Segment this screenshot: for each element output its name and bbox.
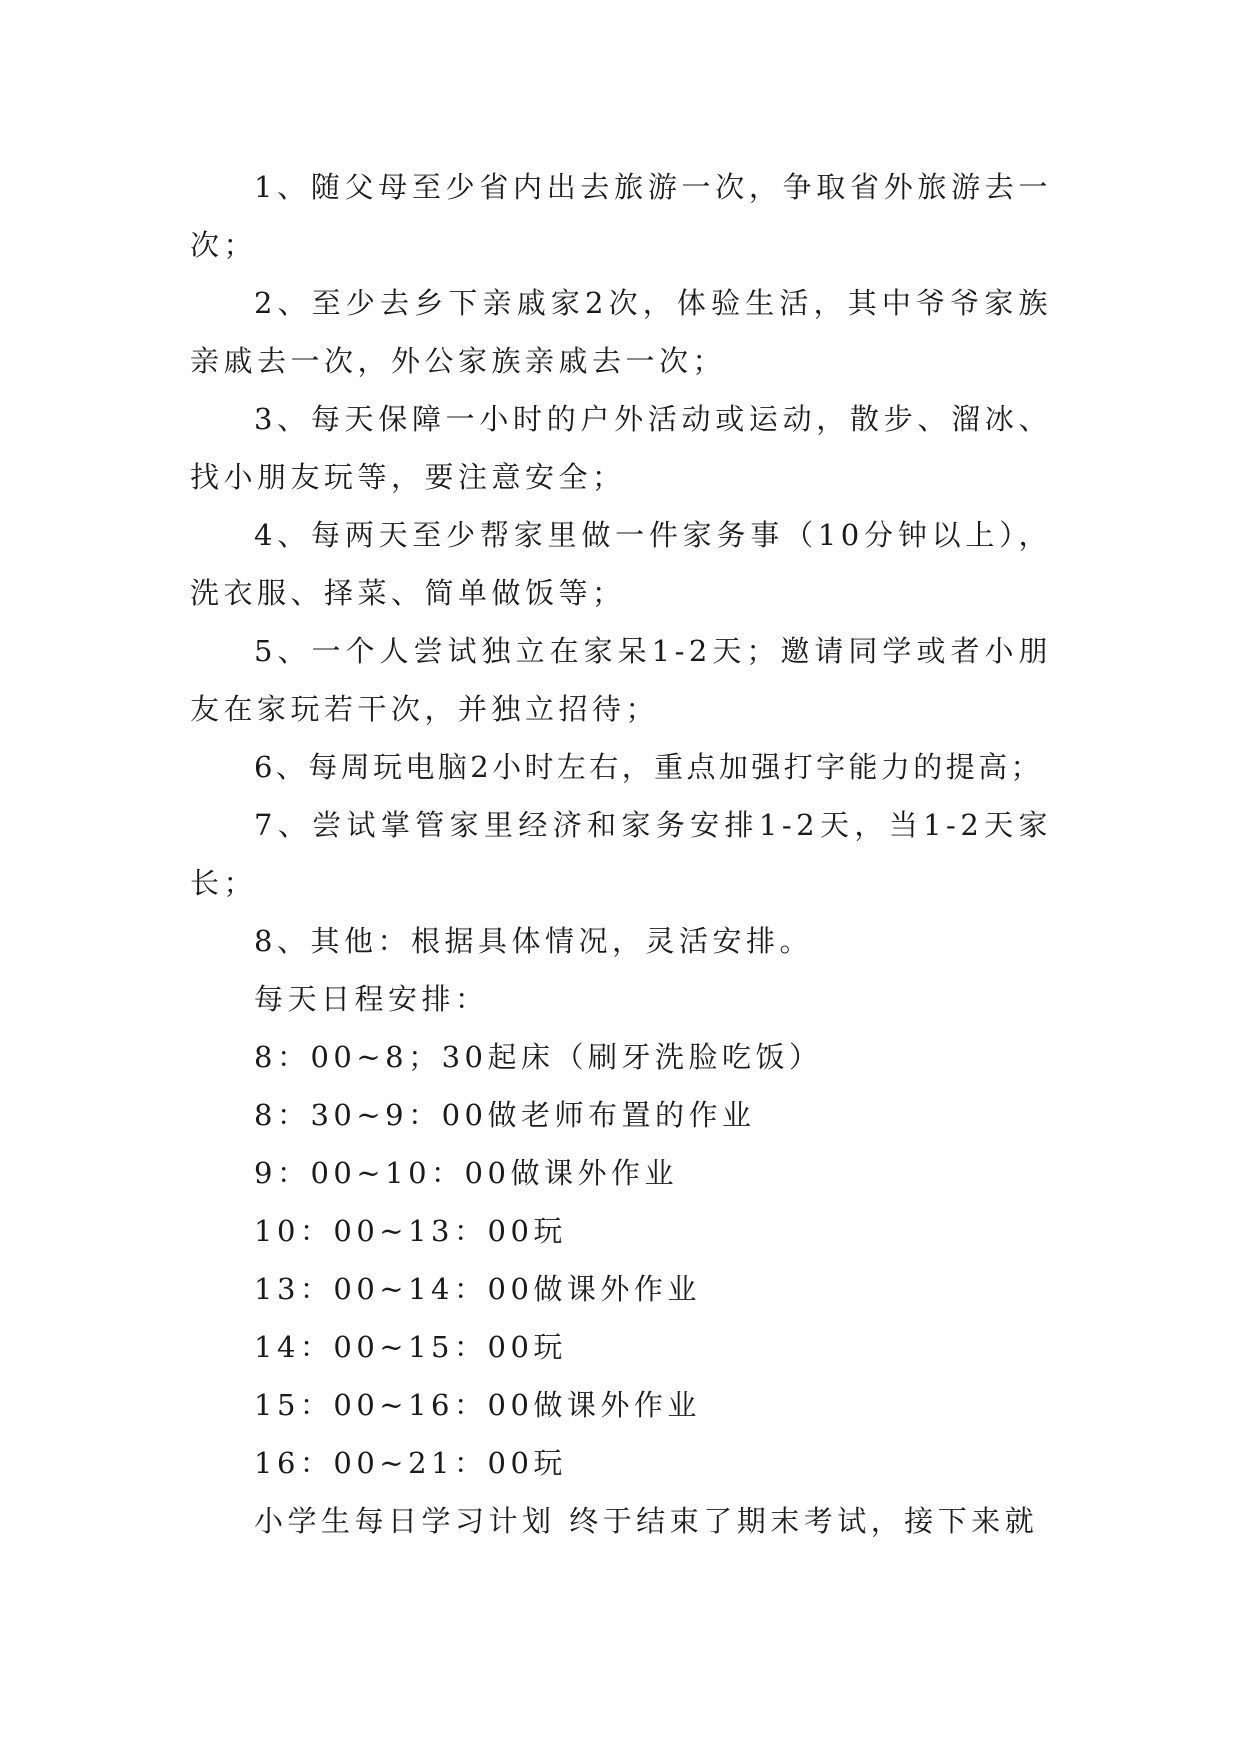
schedule-item: 14：00~15：00玩	[254, 1330, 567, 1364]
list-item-outdoor: 3、每天保障一小时的户外活动或运动，散步、溜冰、找小朋友玩等，要注意安全；	[190, 402, 1052, 494]
schedule-title: 每天日程安排：	[254, 982, 489, 1016]
list-item-housework: 4、每两天至少帮家里做一件家务事（10分钟以上），洗衣服、择菜、简单做饭等；	[190, 518, 1052, 610]
list-item-relatives: 2、至少去乡下亲戚家2次，体验生活，其中爷爷家族亲戚去一次，外公家族亲戚去一次；	[190, 286, 1052, 378]
schedule-item: 15：00~16：00做课外作业	[254, 1388, 701, 1422]
list-item-travel: 1、随父母至少省内出去旅游一次，争取省外旅游去一次；	[190, 170, 1052, 262]
closing-paragraph: 小学生每日学习计划 终于结束了期末考试，接下来就	[254, 1504, 1039, 1538]
list-item-other: 8、其他：根据具体情况，灵活安排。	[254, 924, 813, 958]
schedule-item: 16：00~21：00玩	[254, 1446, 567, 1480]
document-body	[190, 158, 1052, 1550]
schedule-item: 8：00~8；30起床（刷牙洗脸吃饭）	[254, 1040, 823, 1074]
schedule-item: 9：00~10：00做课外作业	[254, 1156, 678, 1190]
schedule-item: 8：30~9：00做老师布置的作业	[254, 1098, 756, 1132]
list-item-household-management: 7、尝试掌管家里经济和家务安排1-2天，当1-2天家长；	[190, 808, 1052, 900]
list-item-computer: 6、每周玩电脑2小时左右，重点加强打字能力的提高；	[254, 750, 1043, 784]
list-item-independence: 5、一个人尝试独立在家呆1-2天；邀请同学或者小朋友在家玩若干次，并独立招待；	[190, 634, 1052, 726]
schedule-item: 10：00~13：00玩	[254, 1214, 567, 1248]
schedule-item: 13：00~14：00做课外作业	[254, 1272, 701, 1306]
